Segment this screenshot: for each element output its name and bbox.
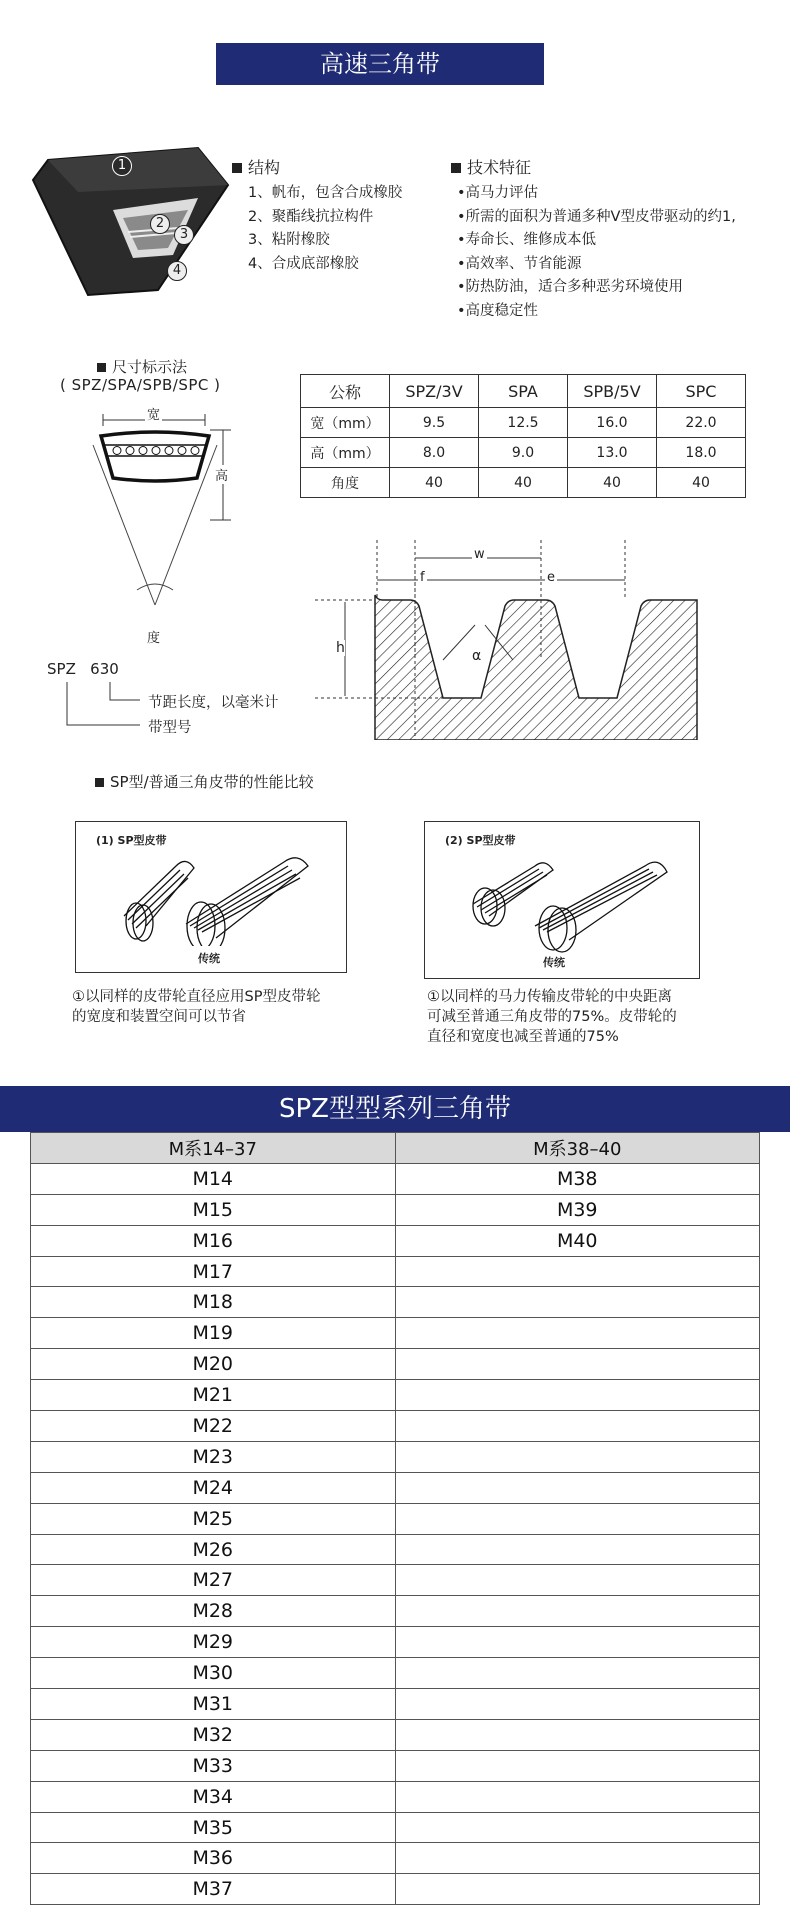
table-cell — [395, 1411, 760, 1442]
spec-table — [300, 374, 746, 498]
table-cell: M38 — [395, 1163, 760, 1194]
table-row — [31, 1472, 760, 1503]
table-cell: M30 — [31, 1658, 396, 1689]
table-cell — [395, 1781, 760, 1812]
table-cell: M33 — [31, 1750, 396, 1781]
table-row — [31, 1689, 760, 1720]
list-item: •高度稳定性 — [457, 302, 539, 319]
table-cell: M40 — [395, 1225, 760, 1256]
table-row — [31, 1256, 760, 1287]
table-row — [31, 1812, 760, 1843]
table-cell: 18.0 — [657, 438, 746, 468]
features-heading: 技术特征 — [451, 155, 531, 178]
features-list — [457, 182, 736, 323]
table-header-cell: M系14–37 — [31, 1133, 396, 1164]
table-cell — [395, 1472, 760, 1503]
table-cell — [395, 1843, 760, 1874]
table-cell: 角度 — [301, 468, 390, 498]
height-label: 高 — [215, 465, 228, 484]
table-cell: M32 — [31, 1719, 396, 1750]
table-cell: M17 — [31, 1256, 396, 1287]
bullet-square-icon — [95, 778, 104, 787]
groove-alpha-label: α — [472, 648, 482, 664]
table-row — [31, 1194, 760, 1225]
table-header-row — [301, 375, 746, 408]
list-item: 1、帆布，包含合成橡胶 — [248, 185, 403, 201]
table-cell: 40 — [479, 468, 568, 498]
structure-heading: 结构 — [232, 155, 280, 178]
table-header-cell: SPA — [479, 375, 568, 408]
groove-w-label: w — [474, 547, 485, 562]
table-cell — [395, 1719, 760, 1750]
callout-2: 2 — [150, 214, 170, 234]
table-row — [31, 1503, 760, 1534]
table-header-row — [31, 1133, 760, 1164]
table-row — [31, 1411, 760, 1442]
table-cell — [395, 1689, 760, 1720]
table-cell: 宽（mm） — [301, 408, 390, 438]
list-item: 2、聚酯线抗拉构件 — [248, 208, 374, 225]
table-header-cell: SPC — [657, 375, 746, 408]
table-cell: M24 — [31, 1472, 396, 1503]
table-cell — [395, 1658, 760, 1689]
list-item: •高马力评估 — [457, 185, 539, 201]
table-header-cell: SPZ/3V — [390, 375, 479, 408]
belt-type-note: 带型号 — [148, 720, 192, 736]
callout-1: 1 — [112, 156, 132, 176]
table-cell: M36 — [31, 1843, 396, 1874]
table-header-cell: 公称 — [301, 375, 390, 408]
table-cell — [395, 1596, 760, 1627]
table-cell: M25 — [31, 1503, 396, 1534]
table-row — [31, 1843, 760, 1874]
box-label: 传统 — [543, 956, 565, 969]
table-row — [31, 1658, 760, 1689]
comparison-box-left — [75, 821, 347, 973]
table-cell: 16.0 — [568, 408, 657, 438]
table-cell: 40 — [568, 468, 657, 498]
page-title: 高速三角带 — [216, 43, 544, 85]
groove-profile-diagram — [315, 540, 705, 740]
table-row — [31, 1225, 760, 1256]
belt-drive-illustration — [465, 844, 685, 954]
table-header-cell: M系38–40 — [395, 1133, 760, 1164]
comparison-box-right — [424, 821, 700, 979]
table-cell: M39 — [395, 1194, 760, 1225]
table-row — [31, 1163, 760, 1194]
callout-4: 4 — [167, 261, 187, 281]
dimension-heading: 尺寸标示法 — [97, 356, 187, 377]
list-item: •寿命长、维修成本低 — [457, 232, 597, 248]
table-row — [31, 1534, 760, 1565]
table-row — [31, 1441, 760, 1472]
table-cell: M19 — [31, 1318, 396, 1349]
table-cell — [395, 1874, 760, 1905]
table-row — [31, 1596, 760, 1627]
table-row — [301, 408, 746, 438]
table-row — [31, 1750, 760, 1781]
table-row — [31, 1781, 760, 1812]
bullet-square-icon — [232, 163, 242, 173]
table-cell: 13.0 — [568, 438, 657, 468]
table-cell — [395, 1812, 760, 1843]
series-table — [30, 1132, 760, 1905]
groove-h-label: h — [336, 640, 345, 656]
table-cell: M26 — [31, 1534, 396, 1565]
table-cell: M20 — [31, 1349, 396, 1380]
table-cell — [395, 1380, 760, 1411]
angle-label: 度 — [147, 631, 161, 646]
table-row — [301, 468, 746, 498]
list-item: •高效率、节省能源 — [457, 255, 582, 272]
table-row — [31, 1380, 760, 1411]
table-cell: M14 — [31, 1163, 396, 1194]
comparison-caption-right: ①以同样的马力传输皮带轮的中央距离 可减至普通三角皮带的75%。皮带轮的 直径和宽度也减至普通的75% — [427, 989, 677, 1045]
groove-e-label: e — [547, 570, 555, 585]
table-cell — [395, 1287, 760, 1318]
table-cell: M22 — [31, 1411, 396, 1442]
table-cell — [395, 1256, 760, 1287]
table-cell — [395, 1750, 760, 1781]
table-cell: 8.0 — [390, 438, 479, 468]
groove-f-label: f — [420, 570, 425, 585]
table-cell: M27 — [31, 1565, 396, 1596]
table-cell: M31 — [31, 1689, 396, 1720]
table-cell: M23 — [31, 1441, 396, 1472]
table-row — [31, 1719, 760, 1750]
belt-drive-illustration — [116, 846, 336, 946]
table-cell: M29 — [31, 1627, 396, 1658]
table-row — [301, 438, 746, 468]
bullet-square-icon — [451, 163, 461, 173]
table-cell: 9.0 — [479, 438, 568, 468]
comparison-caption-left: ①以同样的皮带轮直径应用SP型皮带轮 的宽度和装置空间可以节省 — [72, 989, 321, 1025]
table-cell: 22.0 — [657, 408, 746, 438]
dimension-subheading: ( SPZ/SPA/SPB/SPC ) — [60, 376, 221, 394]
box-label: 传统 — [198, 952, 220, 965]
table-cell — [395, 1627, 760, 1658]
bullet-square-icon — [97, 363, 106, 372]
table-cell: M34 — [31, 1781, 396, 1812]
structure-list — [248, 182, 402, 276]
table-cell — [395, 1534, 760, 1565]
list-item: •防热防油，适合多种恶劣环境使用 — [457, 279, 684, 295]
table-row — [31, 1874, 760, 1905]
table-cell: M15 — [31, 1194, 396, 1225]
table-cell: M16 — [31, 1225, 396, 1256]
table-cell: M21 — [31, 1380, 396, 1411]
v-belt-dimension-diagram — [85, 400, 245, 630]
table-cell: M18 — [31, 1287, 396, 1318]
table-cell — [395, 1349, 760, 1380]
table-cell: M28 — [31, 1596, 396, 1627]
table-cell — [395, 1441, 760, 1472]
table-header-cell: SPB/5V — [568, 375, 657, 408]
table-row — [31, 1349, 760, 1380]
table-cell: 40 — [390, 468, 479, 498]
list-item: 4、合成底部橡胶 — [248, 255, 359, 272]
table-row — [31, 1287, 760, 1318]
table-row — [31, 1318, 760, 1349]
table-cell: 9.5 — [390, 408, 479, 438]
code-leader-lines — [60, 680, 160, 730]
list-item: •所需的面积为普通多种V型皮带驱动的约1, — [457, 208, 736, 225]
table-cell: 40 — [657, 468, 746, 498]
table-cell — [395, 1565, 760, 1596]
table-cell: M37 — [31, 1874, 396, 1905]
table-cell — [395, 1318, 760, 1349]
width-label: 宽 — [145, 404, 162, 423]
table-row — [31, 1565, 760, 1596]
series-title-bar: SPZ型型系列三角带 — [0, 1086, 790, 1132]
belt-code: SPZ 630 — [47, 660, 119, 678]
table-cell: 高（mm） — [301, 438, 390, 468]
callout-3: 3 — [174, 225, 194, 245]
table-row — [31, 1627, 760, 1658]
pitch-length-note: 节距长度，以毫米计 — [148, 695, 279, 711]
comparison-heading: SP型/普通三角皮带的性能比较 — [95, 771, 314, 792]
box-title: (2) SP型皮带 — [445, 834, 516, 847]
table-cell: M35 — [31, 1812, 396, 1843]
table-cell: 12.5 — [479, 408, 568, 438]
table-cell — [395, 1503, 760, 1534]
box-title: (1) SP型皮带 — [96, 834, 167, 847]
list-item: 3、粘附橡胶 — [248, 232, 330, 248]
